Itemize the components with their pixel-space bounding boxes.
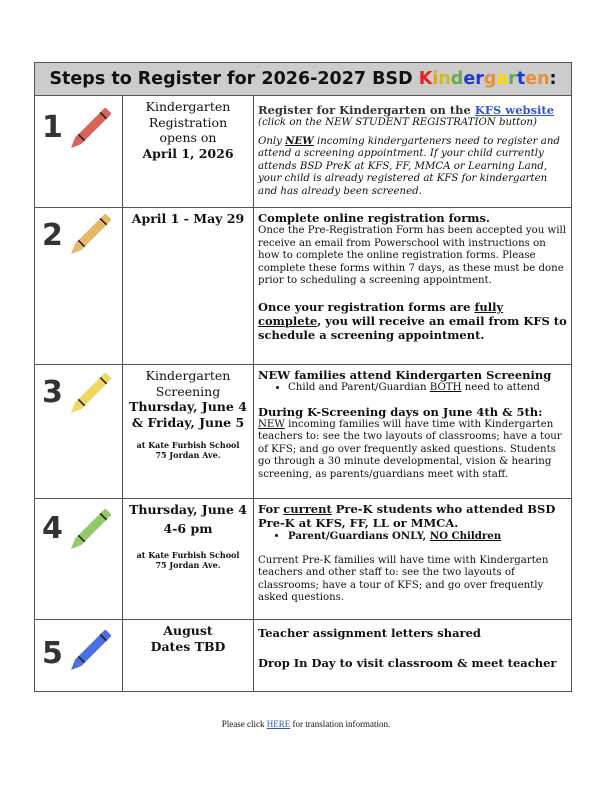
step-number: 3 <box>42 375 63 410</box>
when-text: Kindergarten <box>145 99 231 114</box>
step-row-4: 4 Thursday, June 4 4-6 pm at Kate Furbish School 75 Jordan Ave. For current Pre-K students who attended BSD Pre-K at KFS, FF, LL or MMCA. • Parent/Guardians ONLY, NO Children Current Pre-K families will have time with Kindergarten teachers and other staff to: see the two layouts of classrooms; have a tour of KFS; and go over frequently asked questions. <box>35 499 572 620</box>
step-number: 5 <box>42 636 63 671</box>
step-note: incoming kindergarteners need to register and attend a screening appointment. If your child currently attends BSD PreK at KFS, FF, MMCA or Learning Land, your child is already registered at KFS for kindergarten and has already been screened. <box>258 135 560 197</box>
step-number-cell <box>35 96 123 208</box>
when-text: opens on <box>159 130 217 145</box>
table-title: Steps to Register for 2026-2027 BSD Kindergarten: <box>35 63 572 96</box>
address: 75 Jordan Ave. <box>155 450 221 460</box>
step-row-5: 5 August Dates TBD Teacher assignment letters shared Drop In Day to visit classroom & meet teacher <box>35 620 572 692</box>
kfs-website-link[interactable]: KFS website <box>474 103 555 117</box>
crayon-icon <box>65 630 113 674</box>
crayon-icon <box>65 509 113 553</box>
step-row-2: 2 April 1 - May 29 Complete online registration forms. Once the Pre-Registration Form has been accepted you will receive an email from Powerschool with instructions on how to complete the online registration forms. Please complete these forms within 7 days, as these must be done prior to scheduling a screening appointment. Once your registration forms are fully complete, you will receive an email from KFS to schedule a screening appointment. <box>35 208 572 365</box>
step-number: 1 <box>42 110 63 145</box>
kindergarten-rainbow-word: Kindergarten <box>418 68 550 89</box>
step-heading: NEW families attend Kindergarten Screening <box>258 368 552 382</box>
when-date: April 1, 2026 <box>142 145 234 161</box>
step-heading: Register for Kindergarten on the <box>258 103 475 117</box>
step-subtext: (click on the NEW STUDENT REGISTRATION button) <box>258 117 537 128</box>
when-date: April 1 - May 29 <box>131 211 245 226</box>
step-number: 4 <box>42 511 63 546</box>
crayon-icon <box>65 373 113 417</box>
step-row-1: 1 Kindergarten Registration opens on April 1, 2026 Register for Kindergarten on the KFS website (click on the NEW STUDENT REGISTRATION button) Only NEW incoming kindergarteners need to register and attend a screening appointment. If your child currently attends BSD PreK at KFS, FF, MMCA or Learning Land, your child is already registered at KFS for kindergarten and has already been screened. <box>35 96 572 208</box>
when-text: Registration <box>148 114 228 130</box>
crayon-icon <box>65 108 113 152</box>
step-number: 2 <box>42 218 63 253</box>
step-body: Once the Pre-Registration Form has been accepted you will receive an email from Powerschool with instructions on how to complete the online registration forms. Please complete these forms within 7 days, as these must be done prior to scheduling a screening appointment. <box>258 225 567 287</box>
translation-link[interactable]: HERE <box>266 719 291 729</box>
crayon-icon <box>65 214 113 258</box>
translation-footer: Please click HERE for translation information. <box>221 719 391 729</box>
step-row-3: 3 Kindergarten Screening Thursday, June 4 & Friday, June 5 at Kate Furbish School 75 Jordan Ave. NEW families attend Kindergarten Screening • Child and Parent/Guardian BOTH need to attend During K-Screening days on June 4th & 5th: NEW incoming families will have time with Kindergarten teachers to: see the two layouts of classrooms; have a tour of KFS; and go over frequently asked questions. Students go through a 30 minute developmental, vision & hearing screening, as parents/guardians meet with staff. <box>35 365 572 499</box>
location: at Kate Furbish School <box>136 440 240 450</box>
registration-steps-table <box>34 62 572 692</box>
step-heading: Complete online registration forms. <box>258 211 490 225</box>
step-body: Current Pre-K families will have time with Kindergarten teachers and other staff to: see the two layouts of classrooms; have a tour of KFS; and go over frequently asked questions. <box>258 554 549 604</box>
